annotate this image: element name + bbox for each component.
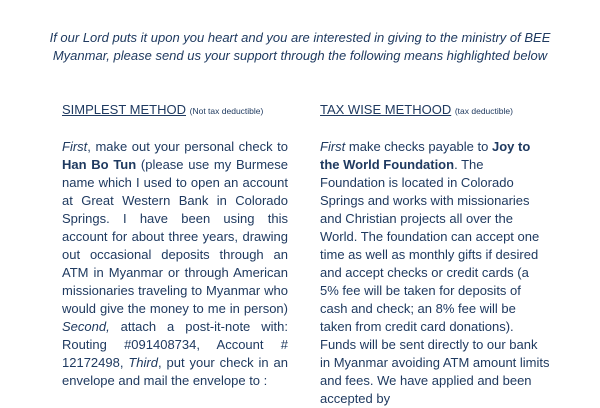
simplest-method-column — [62, 101, 288, 390]
tax-wise-method-title: TAX WISE METHOOD — [320, 102, 452, 117]
text-segment: . The Foundation is located in Colorado Springs and works with missionaries and Christian projects all over the World. The foundation can accept one time as well as monthly gifts if desired and accept checks or credit cards (a 5% fee will be taken for deposits of cash and check; an 8% fee will be taken from credit card donations). Funds will be sent directly to our bank in Myanmar avoiding ATM amount limits and fees. We have applied and been accepted by — [320, 157, 550, 406]
intro-paragraph: If our Lord puts it upon you heart and you are interested in giving to the ministry of BEE Myanmar, please send us your support through the following means highlighted below — [49, 30, 551, 63]
step-first: First — [320, 139, 346, 154]
text-segment: attach a post-it-note with: Routing #091408734, Account # 12172498, — [62, 319, 288, 370]
simplest-method-text — [62, 138, 288, 390]
step-first: First — [62, 139, 88, 154]
payee-name: Han Bo Tun — [62, 157, 137, 172]
text-segment: , make out your personal check to — [87, 139, 288, 154]
text-segment: make checks payable to — [345, 139, 492, 154]
tax-wise-method-text — [320, 138, 550, 408]
step-third: Third — [128, 355, 158, 370]
tax-wise-method-note: (tax deductible) — [454, 106, 513, 116]
foundation-name: Joy to the World Foundation — [320, 139, 531, 172]
text-segment: (please use my Burmese name which I used to open an account at Great Western Bank in Colorado Springs. I have been using this account for about three years, drawing out occasional deposits through an ATM in Myanmar or through American missionaries traveling to Myanmar who would give the money to me in person) — [62, 157, 288, 316]
simplest-method-heading — [62, 101, 288, 120]
simplest-method-note: (Not tax deductible) — [189, 106, 264, 116]
tax-wise-method-body — [320, 138, 550, 408]
simplest-method-body — [62, 138, 288, 390]
tax-wise-method-heading — [320, 101, 550, 120]
tax-wise-method-column — [320, 101, 550, 408]
simplest-method-title: SIMPLEST METHOD — [62, 102, 187, 117]
step-second: Second, — [62, 319, 110, 334]
text-segment: , put your check in an envelope and mail the envelope to : — [62, 355, 288, 388]
